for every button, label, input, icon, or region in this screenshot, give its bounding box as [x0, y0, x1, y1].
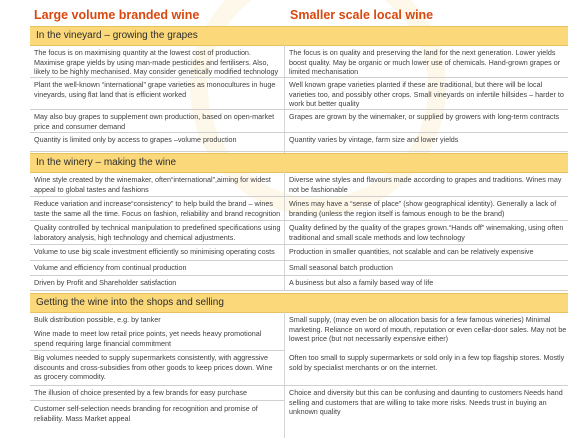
- table-row: [30, 244, 568, 261]
- cell-small: A business but also a family based way of life: [289, 278, 434, 287]
- header-smaller-scale: Smaller scale local wine: [290, 8, 434, 22]
- section-title: In the winery – making the wine: [36, 157, 177, 168]
- table-row: [30, 326, 284, 351]
- cell-small: Production in smaller quantities, not scalable and can be relatively expensive: [289, 247, 534, 256]
- cell-large: Volume to use big scale investment efficiently so minimising operating costs: [34, 247, 275, 256]
- cell-small: Small seasonal batch production: [289, 263, 393, 272]
- cell-large: Driven by Profit and Shareholder satisfaction: [34, 278, 177, 287]
- cell-small: Well known grape varieties planted if these are traditional, but there will be local varieties too, and possibly other crops. Small vineyards on infertile hillsides – harder to work but better quality: [289, 80, 564, 108]
- section-title: In the vineyard – growing the grapes: [36, 30, 198, 41]
- cell-large: Quality controlled by technical manipulation to predefined specifications using laboratory analysis, high technology and chemical adjustments.: [34, 223, 281, 242]
- section-vineyard: [30, 26, 568, 46]
- table-row: [30, 260, 568, 276]
- cell-small: The focus is on quality and preserving the land for the next generation. Lower yields boost quality. May be organic or much lower use of chemicals. Hand-grown grapes or limited mechanisation: [289, 48, 561, 76]
- table-row: [30, 196, 568, 221]
- cell-large: The focus is on maximising quantity at the lowest cost of production. Maximise grape yields by using man-made pesticides and fertilisers. Also, likely to be highly mechanised. May consider genetically modified technology: [34, 48, 279, 76]
- cell-small: Wines may have a “sense of place” (show geographical identity). Generally a lack of branding (unless the region itself is famous enough to be the brand): [289, 199, 557, 218]
- table-row: [30, 172, 568, 197]
- cell-small: Quantity varies by vintage, farm size and lower yields: [289, 135, 459, 144]
- cell-small: Often too small to supply supermarkets or sold only in a few top flagship stores. Mostly sold by specialist merchants or on the internet.: [289, 353, 565, 372]
- cell-small: Quality defined by the quality of the grapes grown.“Hands off” winemaking, using often traditional and small scale methods and low technology: [289, 223, 564, 242]
- cell-large: Wine style created by the winemaker, often“international”,aiming for widest appeal to global tastes and fashions: [34, 175, 271, 194]
- section-selling: [30, 293, 568, 313]
- cell-large: May also buy grapes to supplement own production, based on open-market price and consumer demand: [34, 112, 275, 131]
- header-large-volume: Large volume branded wine: [34, 8, 200, 22]
- table-row: [30, 45, 568, 78]
- cell-large: The illusion of choice presented by a few brands for easy purchase: [34, 388, 247, 397]
- cell-large: Quantity is limited only by access to grapes –volume production: [34, 135, 237, 144]
- cell-small: Diverse wine styles and flavours made according to grapes and traditions. Wines may not be fashionable: [289, 175, 562, 194]
- cell-small: Grapes are grown by the winemaker, or supplied by growers with long-term contracts: [289, 112, 560, 121]
- table-row: [30, 220, 568, 245]
- table-row: [30, 132, 568, 152]
- cell-large: Reduce variation and increase“consistency” to help build the brand – wines taste the same all the time. Focus on fashion, reliability and brand recognition: [34, 199, 281, 218]
- table-row: [30, 275, 568, 291]
- section-title: Getting the wine into the shops and selling: [36, 297, 224, 308]
- cell-small: Choice and diversity but this can be confusing and daunting to customers Needs hand selling and customers that are willing to take more risks. Needs trust in buying an unknown quality: [289, 388, 563, 416]
- cell-large: Bulk distribution possible, e.g. by tanker: [34, 315, 161, 324]
- cell-large: Customer self-selection needs branding for recognition and promise of reliability. Mass Market appeal: [34, 404, 258, 423]
- cell-large: Volume and efficiency from continual production: [34, 263, 187, 272]
- table-row: [30, 400, 284, 427]
- table-row: [30, 77, 568, 110]
- cell-large: Wine made to meet low retail price points, yet needs heavy promotional spend requiring large financial commitment: [34, 329, 262, 348]
- table-row: [30, 109, 568, 133]
- table-row: [30, 350, 568, 386]
- section-winery: [30, 153, 568, 173]
- cell-large: Big volumes needed to supply supermarkets consistently, with aggressive discounts and cross-subsidies from other goods to keep prices down. Wine as grocery commodity.: [34, 353, 273, 381]
- cell-large: Plant the well-known “international” grape varieties as monocultures in huge vineyards, using flat land that is efficient worked: [34, 80, 276, 99]
- cell-small: Small supply, (may even be on allocation basis for a few famous wineries) Minimal marketing. Reliance on word of mouth, reputation or even cellar-door sales. May not be lowest price (but not necessarily expensive either): [289, 315, 567, 343]
